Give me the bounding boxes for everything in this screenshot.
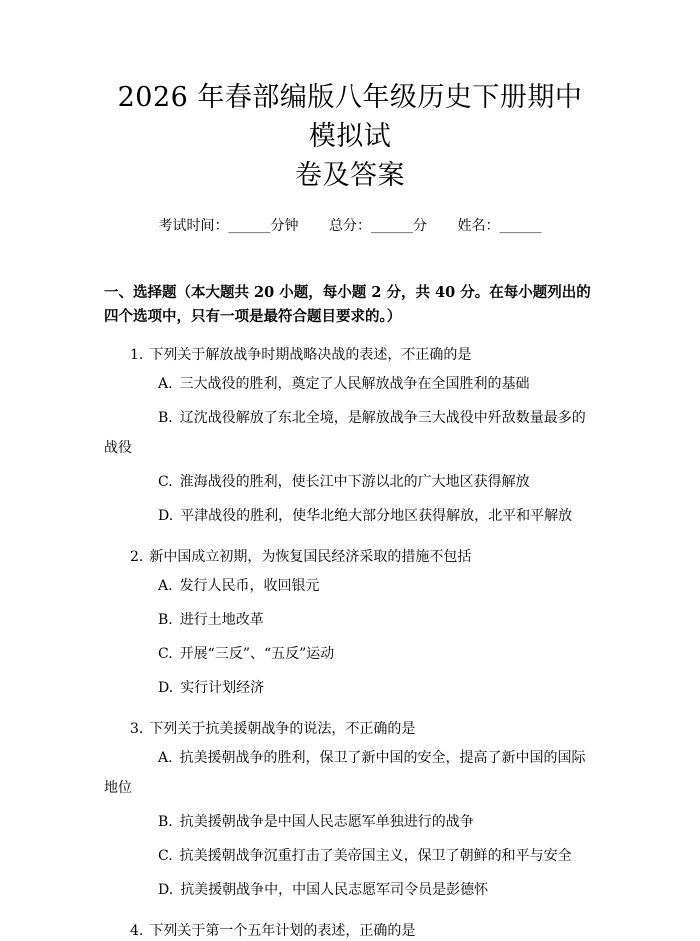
title-line-2: 卷及答案 [295,160,405,191]
option-text: 抗美援朝战争的胜利，保卫了新中国的安全，提高了新中国的国际地位 [104,750,586,796]
option-2b [104,605,596,635]
question-number: 4. [130,923,144,939]
question-3 [130,719,596,739]
option-letter: A. [158,376,173,392]
option-1b [104,403,596,463]
option-letter: C. [158,848,173,864]
title-line-1: 2026 年春部编版八年级历史下册期中模拟试 [117,82,583,152]
option-letter: B. [158,612,173,628]
option-text: 发行人民币，收回银元 [179,578,320,594]
option-text: 抗美援朝战争是中国人民志愿军单独进行的战争 [179,814,474,830]
question-number: 3. [130,721,144,737]
option-3b [104,807,596,837]
option-text: 实行计划经济 [180,680,265,696]
question-4 [130,921,596,941]
exam-meta [104,215,596,235]
option-letter: B. [158,814,173,830]
option-3d [104,875,596,905]
question-2 [130,547,596,567]
question-text: 新中国成立初期，为恢复国民经济采取的措施不包括 [149,549,472,565]
option-text: 进行土地改革 [179,612,264,628]
option-letter: C. [158,646,173,662]
question-text: 下列关于第一个五年计划的表述，正确的是 [149,923,416,939]
option-text: 平津战役的胜利，使华北绝大部分地区获得解放，北平和平解放 [180,508,573,524]
option-letter: C. [158,474,173,490]
option-1a [104,369,596,399]
option-text: 抗美援朝战争沉重打击了美帝国主义，保卫了朝鲜的和平与安全 [179,848,572,864]
exam-score: 总分：______分 [329,218,427,234]
question-text: 下列关于抗美援朝战争的说法，不正确的是 [149,721,416,737]
option-2a [104,571,596,601]
exam-time: 考试时间：______分钟 [158,218,299,234]
option-text: 抗美援朝战争中，中国人民志愿军司令员是彭德怀 [180,882,489,898]
option-text: 开展“三反”、“五反”运动 [179,646,335,662]
exam-name: 姓名：______ [457,218,542,234]
option-letter: A. [158,578,173,594]
option-3a [104,743,596,803]
option-1c [104,467,596,497]
question-text: 下列关于解放战争时期战略决战的表述，不正确的是 [149,347,472,363]
option-letter: A. [158,750,173,766]
option-2d [104,673,596,703]
option-text: 三大战役的胜利，奠定了人民解放战争在全国胜利的基础 [179,376,530,392]
option-2c [104,639,596,669]
option-letter: B. [158,410,173,426]
option-letter: D. [158,680,174,696]
option-letter: D. [158,508,174,524]
page-title [104,78,596,195]
option-1d [104,501,596,531]
question-number: 2. [130,549,144,565]
option-3c [104,841,596,871]
option-letter: D. [158,882,174,898]
question-1 [130,345,596,365]
option-text: 辽沈战役解放了东北全境，是解放战争三大战役中歼敌数量最多的战役 [104,410,586,456]
section-heading: 一、选择题（本大题共 20 小题，每小题 2 分，共 40 分。在每小题列出的四个选项中，只有一项是最符合题目要求的。） [104,284,591,325]
option-text: 淮海战役的胜利，使长江中下游以北的广大地区获得解放 [179,474,530,490]
question-number: 1. [130,347,144,363]
